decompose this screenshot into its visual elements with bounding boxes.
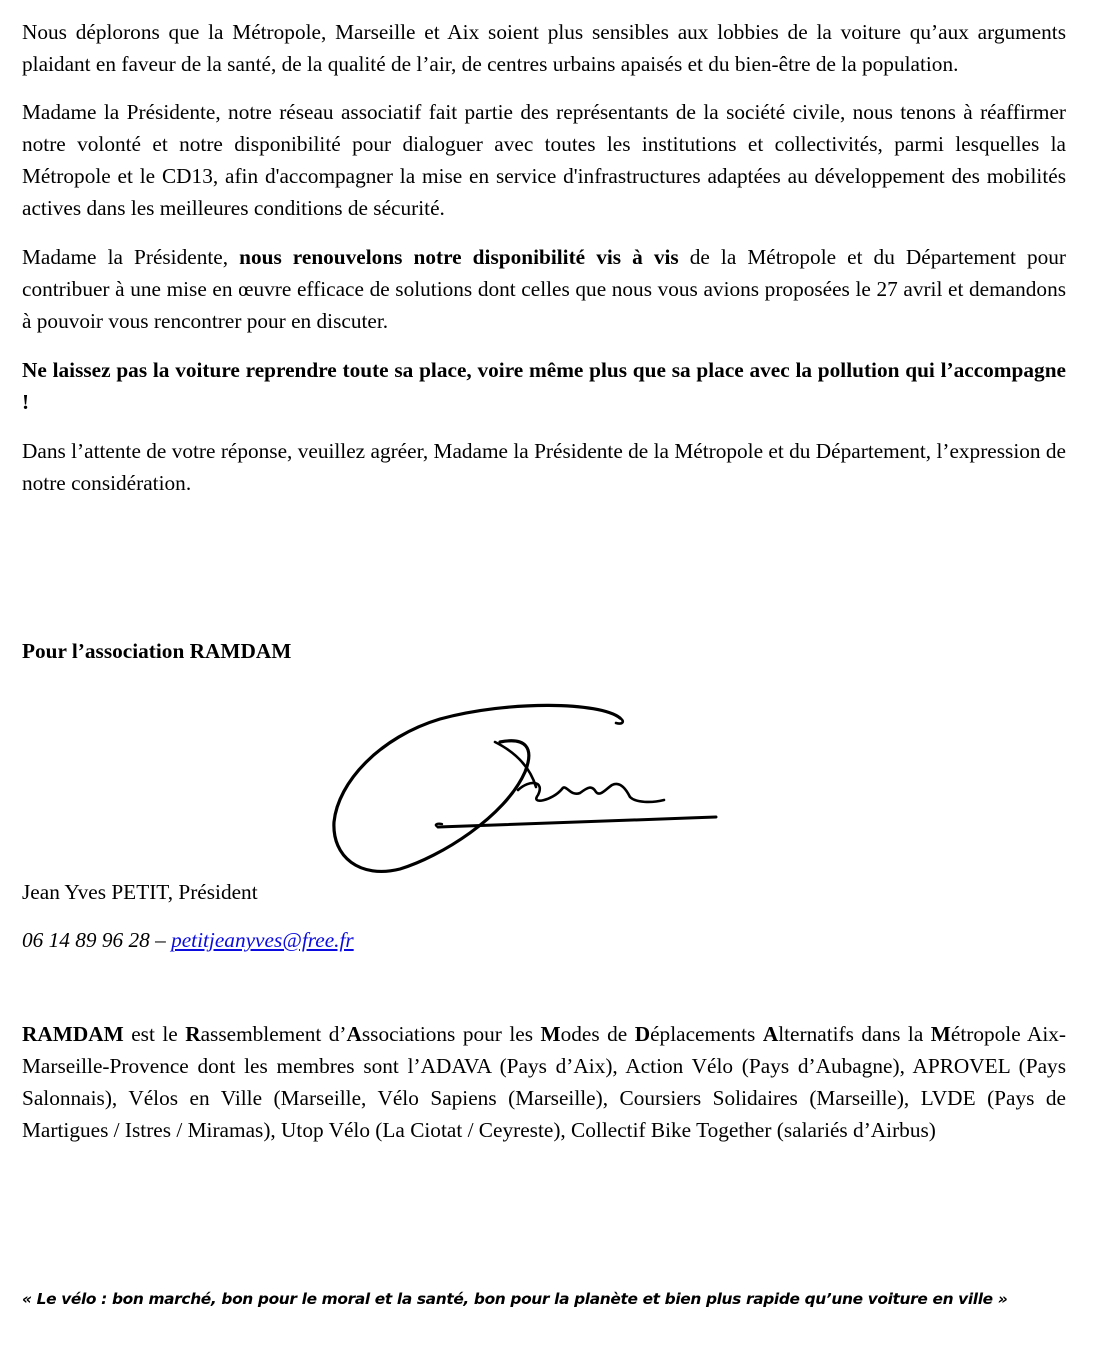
about-text: étropole Aix-Marseille-Provence dont les membres sont l’ADAVA (Pays d’Aix), Action Vélo (Pays d’Aubagne), APROVEL (Pays Salonnais), Vélos en Ville (Marseille, Vélo Sapiens (Marseille), Coursiers Solidaires (Marseille), LVDE (Pays de Martigues / Istres / Miramas), Utop Vélo (La Ciotat / Ceyreste), Collectif Bike Together (salariés d’Airbus) bbox=[22, 1022, 1066, 1142]
about-text: lternatifs dans la bbox=[778, 1022, 931, 1046]
about-letter: M bbox=[540, 1022, 561, 1046]
letter-body bbox=[22, 16, 1066, 499]
paragraph-2: Madame la Présidente, notre réseau associatif fait partie des représentants de la société civile, nous tenons à réaffirmer notre volonté et notre disponibilité pour dialoguer avec toutes les institutions et collectivités, parmi lesquelles la Métropole et le CD13, afin d'accompagner la mise en service d'infrastructures adaptées au développement des mobilités actives dans les meilleures conditions de sécurité. bbox=[22, 100, 1066, 220]
about-letter: M bbox=[930, 1022, 951, 1046]
phone-number: 06 14 89 96 28 – bbox=[22, 928, 172, 952]
handwritten-signature bbox=[330, 697, 730, 882]
signoff: Pour l’association RAMDAM bbox=[22, 639, 292, 663]
about-text: ssociations pour les bbox=[361, 1022, 541, 1046]
paragraph-3-start: Madame la Présidente, bbox=[22, 245, 240, 269]
email-link[interactable]: petitjeanyves@free.fr bbox=[171, 928, 354, 952]
paragraph-1: Nous déplorons que la Métropole, Marseille et Aix soient plus sensibles aux lobbies de la voiture qu’aux arguments plaidant en faveur de la santé, de la qualité de l’air, de centres urbains apaisés et du bien-être de la population. bbox=[22, 20, 1066, 76]
footer-slogan: « Le vélo : bon marché, bon pour le moral et la santé, bon pour la planète et bien plus rapide qu’une voiture en ville » bbox=[22, 1290, 1008, 1308]
about-text: odes de bbox=[560, 1022, 635, 1046]
paragraph-3-end: de la Métropole et du Département pour contribuer à une mise en œuvre efficace de solutions dont celles que nous vous avions proposées le 27 avril et demandons à pouvoir vous rencontrer pour en discuter. bbox=[22, 245, 1066, 333]
about-acronym: RAMDAM bbox=[22, 1022, 124, 1046]
about-letter: A bbox=[346, 1022, 362, 1046]
about-text: assemblement d’ bbox=[200, 1022, 347, 1046]
paragraph-4-bold-appeal: Ne laissez pas la voiture reprendre toute sa place, voire même plus que sa place avec la pollution qui l’accompagne ! bbox=[22, 358, 1066, 414]
about-text: éplacements bbox=[650, 1022, 763, 1046]
ramdam-description bbox=[22, 1018, 1066, 1146]
signer-name: Jean Yves PETIT, Président bbox=[22, 880, 258, 904]
about-letter: D bbox=[634, 1022, 651, 1046]
about-letter: A bbox=[762, 1022, 779, 1046]
paragraph-3 bbox=[22, 241, 1066, 337]
paragraph-3-bold: nous renouvelons notre disponibilité vis à vis bbox=[239, 245, 679, 269]
about-letter: R bbox=[185, 1022, 201, 1046]
paragraph-5-closing: Dans l’attente de votre réponse, veuillez agréer, Madame la Présidente de la Métropole et du Département, l’expression de notre considération. bbox=[22, 439, 1066, 495]
contact-line bbox=[22, 924, 354, 956]
about-text: est le bbox=[123, 1022, 186, 1046]
